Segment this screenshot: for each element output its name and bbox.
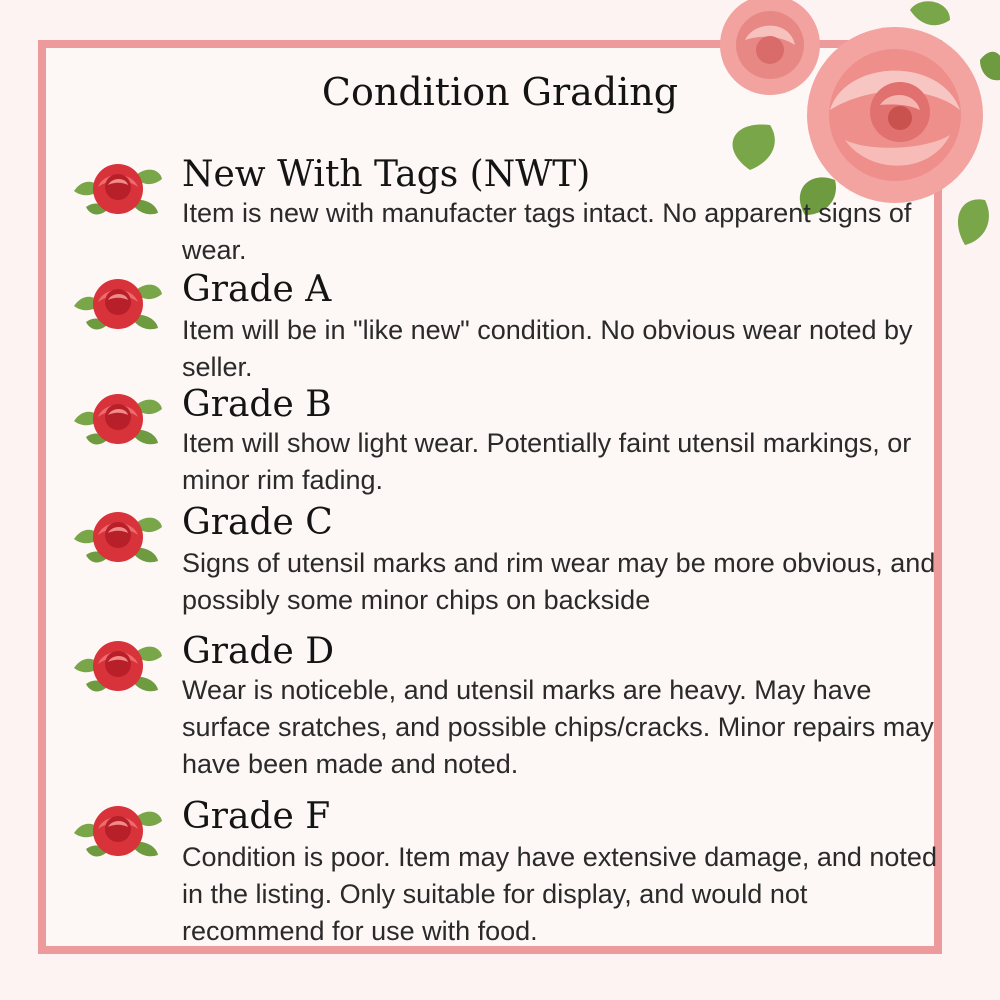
rose-icon bbox=[72, 157, 164, 219]
grade-description: Item is new with manufacter tags intact. No apparent signs of wear. bbox=[182, 198, 912, 265]
grade-description: Item will show light wear. Potentially faint utensil markings, or minor rim fading. bbox=[182, 428, 912, 495]
rose-icon bbox=[72, 272, 164, 334]
grade-description: Condition is poor. Item may have extensive damage, and noted in the listing. Only suitable for display, and would not recommend for use with food. bbox=[182, 842, 937, 946]
grade-description: Item will be in "like new" condition. No obvious wear noted by seller. bbox=[182, 315, 913, 382]
grade-title: Grade C bbox=[182, 502, 333, 543]
grade-title: Grade F bbox=[182, 796, 331, 837]
grade-description: Wear is noticeble, and utensil marks are heavy. May have surface sratches, and possible chips/cracks. Minor repairs may have been made and noted. bbox=[182, 675, 934, 779]
grade-title: Grade A bbox=[182, 269, 332, 310]
rose-icon bbox=[72, 799, 164, 861]
rose-icon bbox=[72, 634, 164, 696]
grade-title: Grade B bbox=[182, 384, 332, 425]
grade-description: Signs of utensil marks and rim wear may be more obvious, and possibly some minor chips on backside bbox=[182, 548, 936, 615]
page-title: Condition Grading bbox=[321, 70, 679, 114]
grade-title: New With Tags (NWT) bbox=[182, 154, 591, 195]
grade-title: Grade D bbox=[182, 631, 335, 672]
rose-icon bbox=[72, 505, 164, 567]
rose-icon bbox=[72, 387, 164, 449]
